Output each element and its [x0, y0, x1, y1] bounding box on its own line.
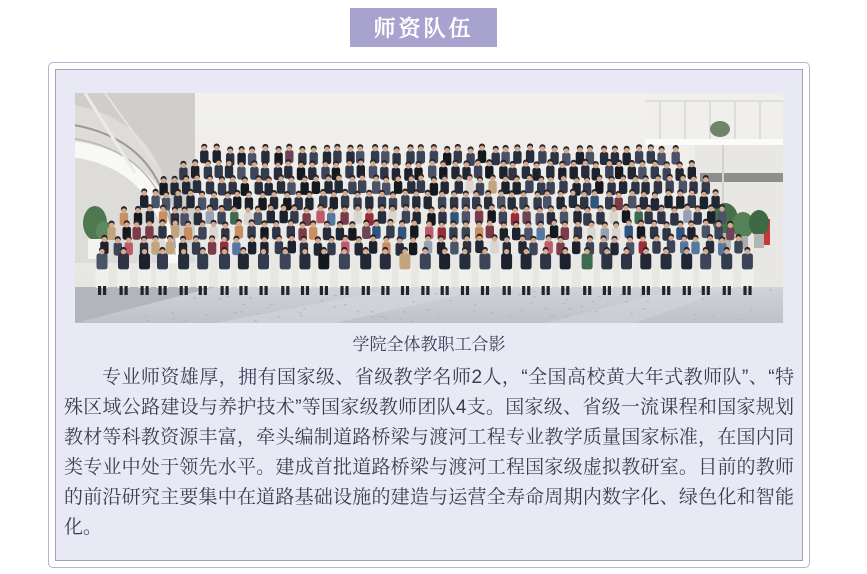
- balcony-right: [645, 93, 783, 145]
- photo-caption: 学院全体教职工合影: [352, 335, 506, 354]
- faculty-section-card: [48, 62, 810, 568]
- group-photo-illustration: [75, 93, 783, 323]
- section-title-badge: 师资队伍: [350, 8, 497, 47]
- faculty-card-inner: [55, 69, 803, 561]
- faculty-paragraph: 专业师资雄厚，拥有国家级、省级教学名师2人，“全国高校黄大年式教师队”、“特殊区域公路建设与养护技术”等国家级教师团队4支。国家级、省级一流课程和国家规划教材等科教资源丰富，牵头编制道路桥梁与渡河工程专业教学质量国家标准，在国内同类专业中处于领先水平。建成首批道路桥梁与渡河工程国家级虚拟教研室。目前的教师的前沿研究主要集中在道路基础设施的建造与运营全寿命周期内数字化、绿色化和智能化。: [64, 367, 794, 538]
- faculty-group-photo: [75, 93, 783, 323]
